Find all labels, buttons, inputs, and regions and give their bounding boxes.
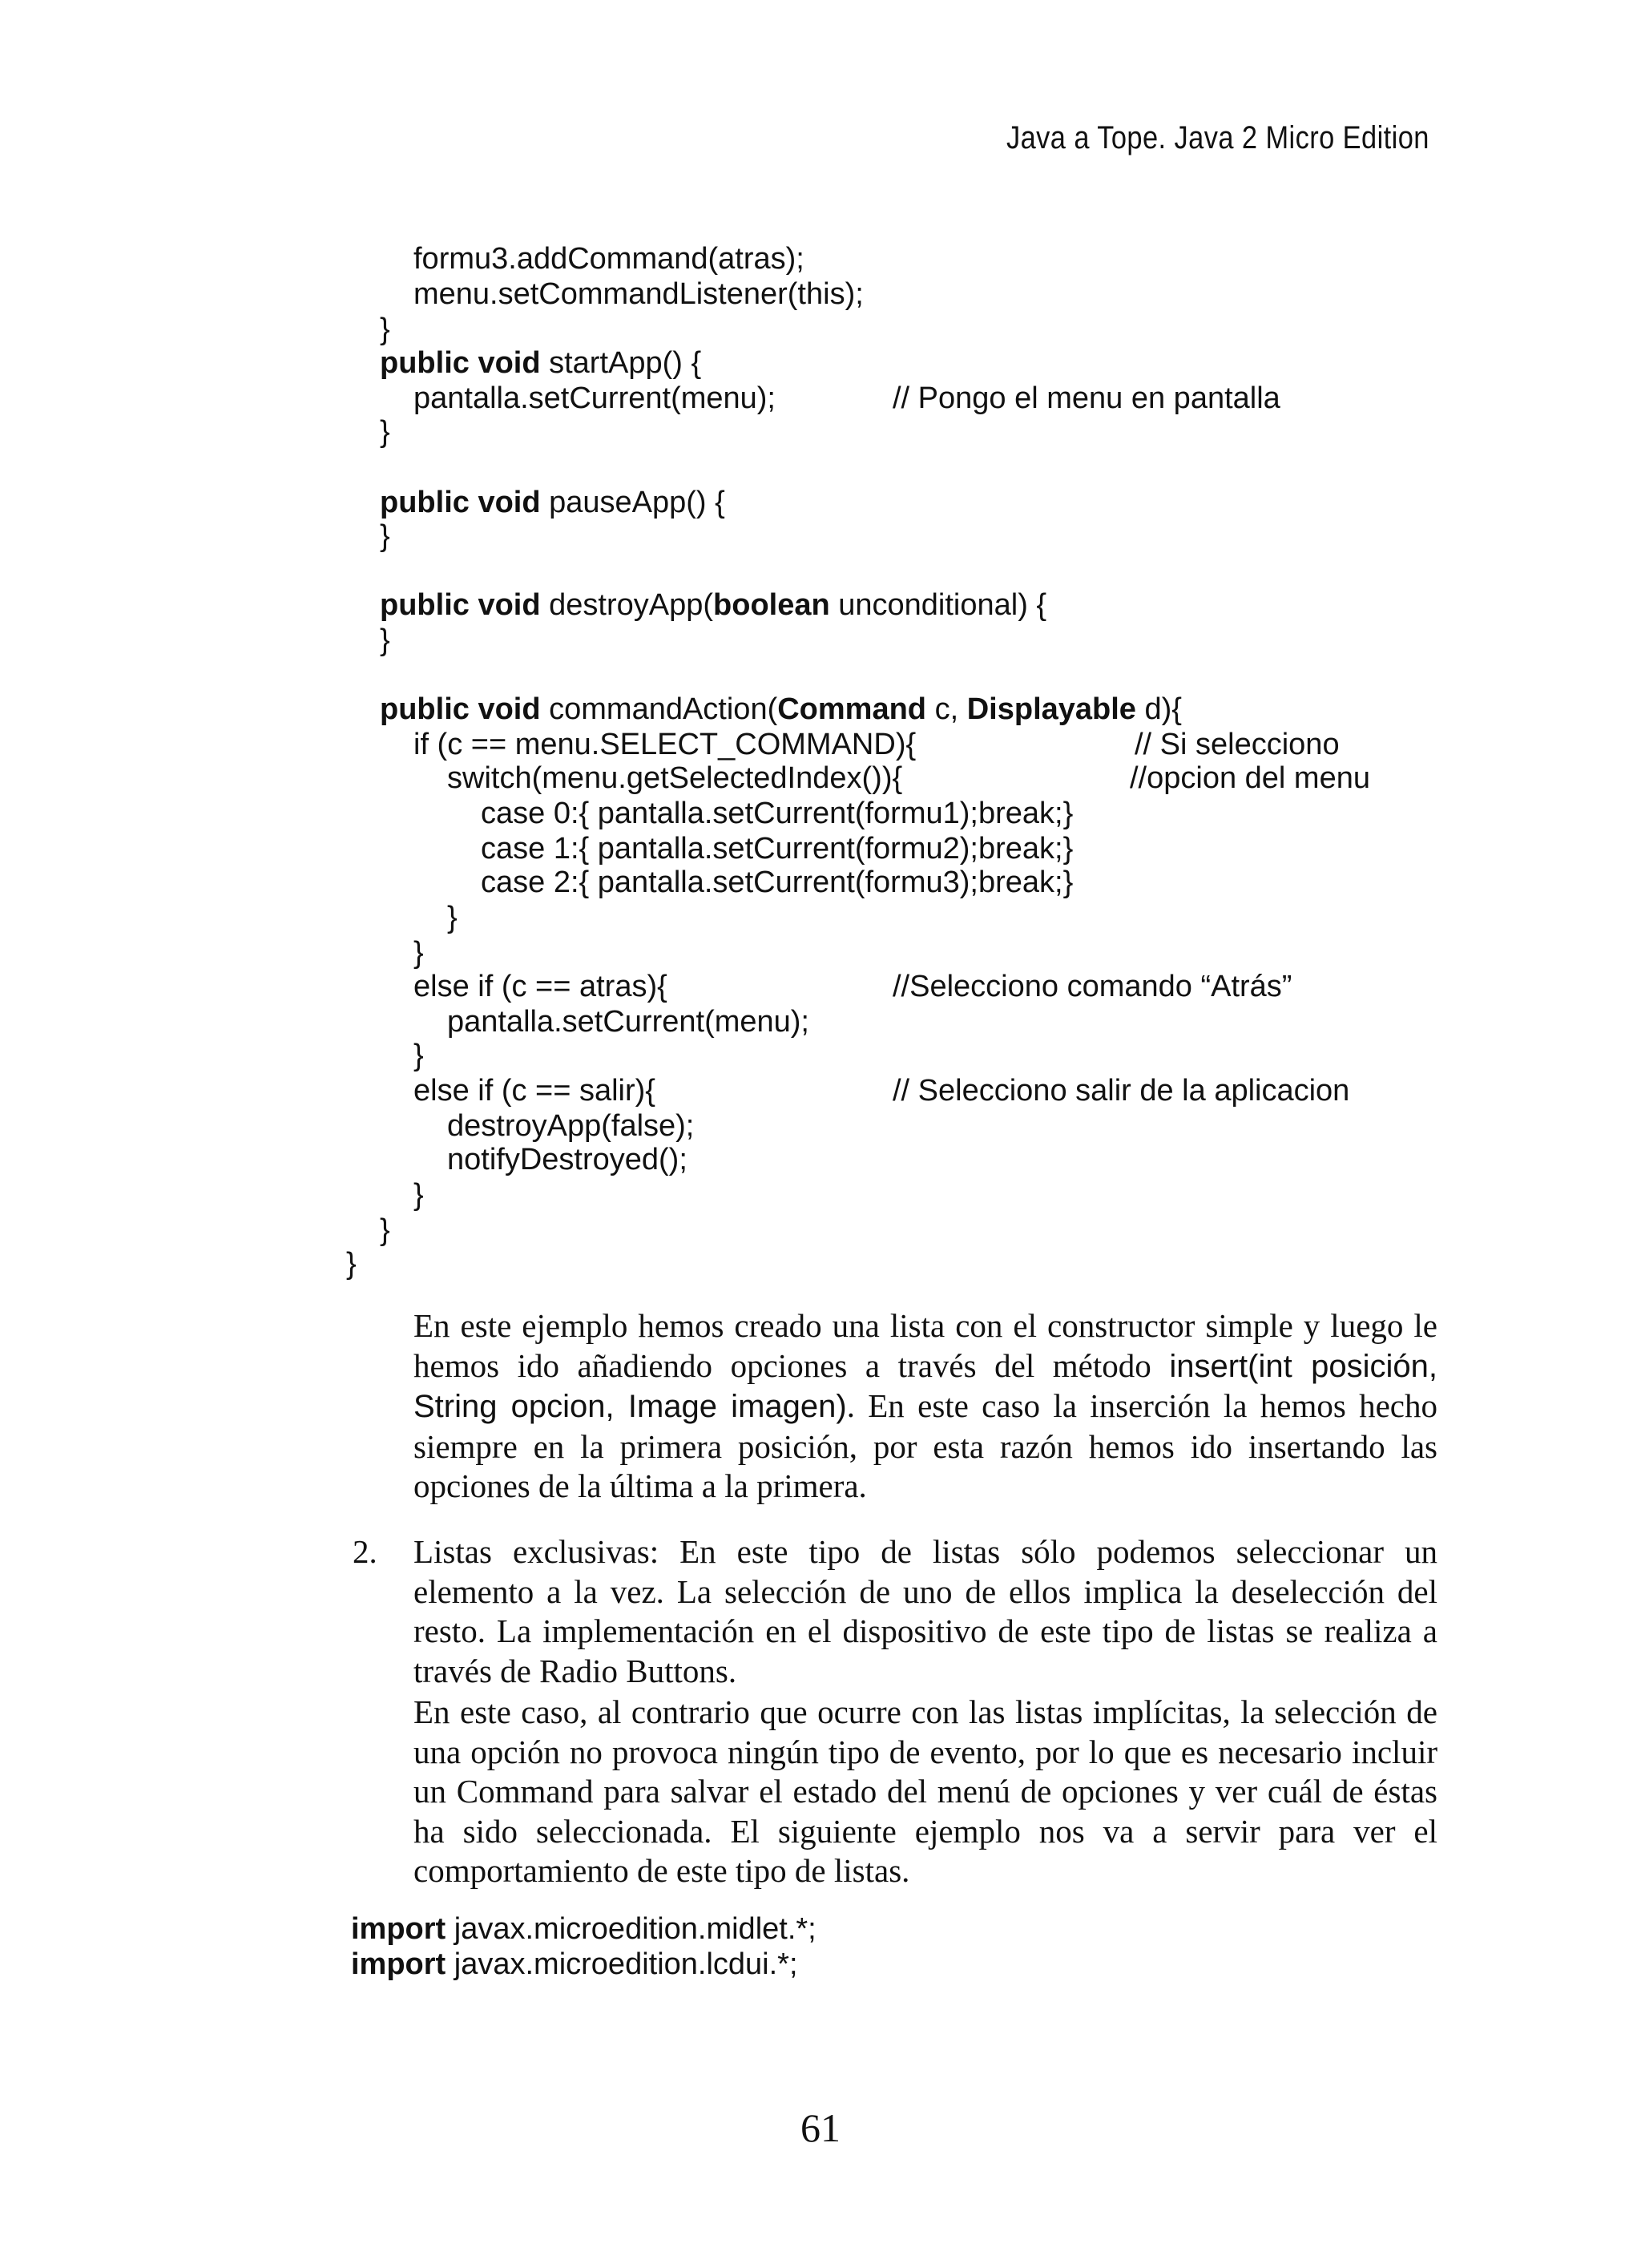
code-line: case 0:{ pantalla.setCurrent(formu1);break;} (481, 797, 1074, 830)
code-line: notifyDestroyed(); (447, 1143, 687, 1176)
code-line: switch(menu.getSelectedIndex()){ (447, 761, 903, 795)
page-number: 61 (800, 2105, 841, 2150)
code-line: public void startApp() { (380, 346, 702, 380)
code-comment: // Selecciono salir de la aplicacion (893, 1074, 1350, 1108)
code-line: } (380, 623, 390, 657)
list-item-paragraph: En este caso, al contrario que ocurre con las listas implícitas, la selección de una opción no provoca ningún tipo de evento, por lo que es necesario incluir un Command para salvar el estado del menú de opciones y ver cuál de éstas ha sido seleccionada. El siguiente ejemplo nos va a servir para ver el comportamiento de este tipo de listas. (413, 1693, 1437, 1889)
code-line: public void destroyApp(boolean unconditional) { (380, 588, 1047, 622)
code-line: formu3.addCommand(atras); (413, 242, 804, 276)
code-line: } (413, 936, 424, 970)
code-line: else if (c == atras){ (413, 970, 667, 1003)
code-line: } (346, 1247, 357, 1281)
code-line: } (380, 1213, 390, 1247)
code-line: } (380, 313, 390, 346)
code-comment: // Pongo el menu en pantalla (893, 381, 1280, 415)
code-line: import javax.microedition.midlet.*; (351, 1912, 816, 1946)
code-line: } (413, 1178, 424, 1212)
code-comment: //opcion del menu (1130, 761, 1370, 795)
running-header: Java a Tope. Java 2 Micro Edition (1006, 120, 1429, 155)
code-line: public void pauseApp() { (380, 486, 725, 519)
code-line: pantalla.setCurrent(menu); (447, 1005, 809, 1039)
list-item-paragraph: Listas exclusivas: En este tipo de listas sólo podemos seleccionar un elemento a la vez. La selección de uno de ellos implica la deselección del resto. La implementación en el dispositivo de este tipo de listas se realiza a través de Radio Buttons. (413, 1533, 1437, 1689)
code-line: else if (c == salir){ (413, 1074, 655, 1108)
code-line: menu.setCommandListener(this); (413, 277, 864, 311)
code-line: case 1:{ pantalla.setCurrent(formu2);break;} (481, 832, 1074, 866)
code-line: } (380, 415, 390, 449)
body-paragraph: En este ejemplo hemos creado una lista con el constructor simple y luego le hemos ido añadiendo opciones a través del método insert(int posición, String opcion, Image imagen). En este caso la inserción la hemos hecho siempre en la primera posición, por esta razón hemos ido insertando las opciones de la última a la primera. (413, 1307, 1438, 1504)
code-comment: //Selecciono comando “Atrás” (893, 970, 1292, 1003)
code-line: } (413, 1039, 424, 1072)
code-line: destroyApp(false); (447, 1109, 695, 1143)
code-comment: // Si selecciono (1135, 728, 1340, 761)
code-line: if (c == menu.SELECT_COMMAND){ (413, 728, 917, 761)
code-line: public void commandAction(Command c, Displayable d){ (380, 692, 1182, 726)
code-line: pantalla.setCurrent(menu); (413, 381, 776, 415)
code-line: import javax.microedition.lcdui.*; (351, 1947, 798, 1981)
code-line: } (447, 901, 458, 934)
code-line: case 2:{ pantalla.setCurrent(formu3);break;} (481, 866, 1074, 899)
inline-code: insert(int posición, String opcion, Image imagen) (413, 1348, 1437, 1424)
code-line: } (380, 519, 390, 553)
list-number: 2. (353, 1533, 377, 1570)
